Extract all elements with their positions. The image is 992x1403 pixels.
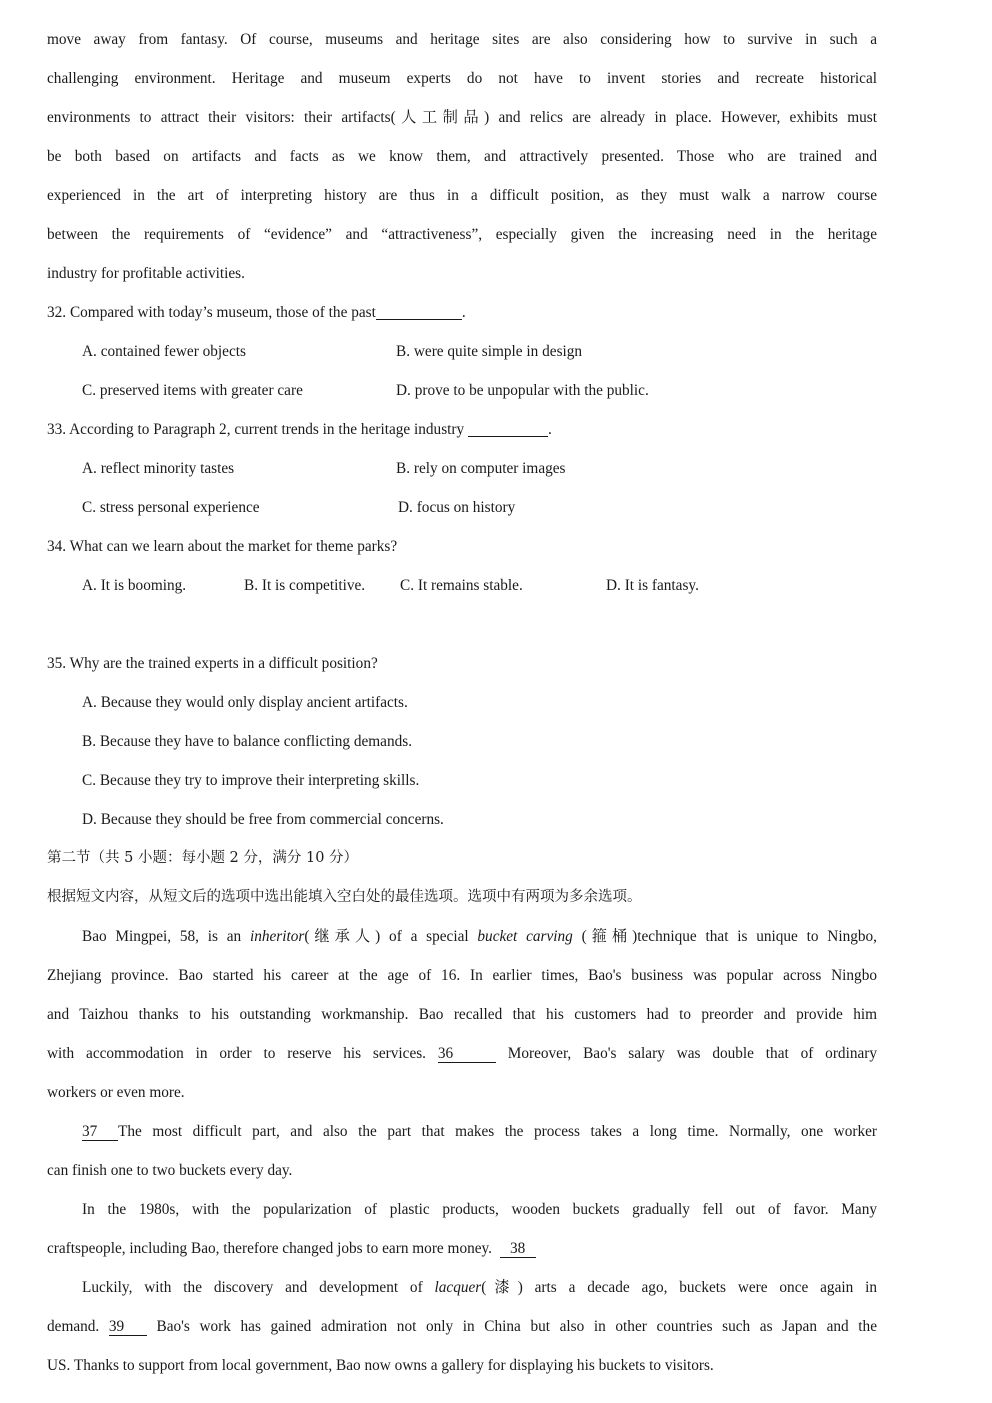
p2-line-2: can finish one to two buckets every day.	[47, 1162, 293, 1179]
option-c[interactable]: C. preserved items with greater care	[82, 382, 303, 399]
p2-line-1	[47, 1112, 877, 1151]
question-34-stem: 34. What can we learn about the market for theme parks?	[47, 538, 398, 555]
question-33-stem: 33. According to Paragraph 2, current trends in the heritage industry .	[47, 421, 552, 438]
option-d[interactable]: D. prove to be unpopular with the public.	[396, 382, 649, 399]
question-33-options-row-1	[47, 449, 877, 488]
question-33-options-row-2	[47, 488, 877, 527]
option-b[interactable]: B. were quite simple in design	[396, 343, 583, 360]
option-b[interactable]: B. rely on computer images	[396, 460, 566, 477]
section-instruction: 根据短文内容，从短文后的选项中选出能填入空白处的最佳选项。选项中有两项为多余选项。	[47, 889, 642, 905]
answer-blank	[468, 419, 548, 437]
passage-line: move away from fantasy. Of course, museums and heritage sites are also considering how to survive in such a	[47, 31, 877, 48]
spacer	[47, 605, 877, 644]
p4-line-1	[47, 1268, 877, 1307]
text: Bao Mingpei, 58, is an	[82, 928, 250, 945]
option-d[interactable]: D. focus on history	[398, 499, 516, 516]
answer-blank	[376, 302, 462, 320]
question-32-options-row-2	[47, 371, 877, 410]
p3-line-2	[47, 1229, 877, 1268]
p3-line-1: In the 1980s, with the popularization of plastic products, wooden buckets gradually fell out of favor. Many	[82, 1201, 877, 1218]
exam-page	[47, 20, 877, 1385]
option-b[interactable]: B. Because they have to balance conflicting demands.	[82, 733, 413, 750]
text: with accommodation in order to reserve his services.	[47, 1045, 427, 1062]
blank-36[interactable]: 36	[438, 1045, 496, 1063]
passage-line: be both based on artifacts and facts as we know them, and attractively presented. Those who are trained and	[47, 148, 877, 165]
text: (漆) arts a decade ago, buckets were once again in	[481, 1279, 877, 1296]
option-c[interactable]: C. stress personal experience	[82, 499, 260, 516]
question-34-options-row	[47, 566, 877, 605]
blank-37[interactable]: 37	[82, 1123, 118, 1141]
option-b[interactable]: B. It is competitive.	[244, 577, 366, 594]
option-c[interactable]: C. It remains stable.	[400, 577, 523, 594]
text: Bao's work has gained admiration not only in China but also in other countries such as Japan and the	[156, 1318, 877, 1335]
section-heading: 第二节（共 5 小题：每小题 2 分，满分 10 分）	[47, 850, 359, 866]
p1-line-3: and Taizhou thanks to his outstanding workmanship. Bao recalled that his customers had to preorder and provide him	[47, 1006, 877, 1023]
option-a[interactable]: A. reflect minority tastes	[82, 460, 235, 477]
passage-line: industry for profitable activities.	[47, 265, 245, 282]
passage-line: environments to attract their visitors: their artifacts(人工制品) and relics are already in place. However, exhibits must	[47, 109, 877, 126]
passage-line: challenging environment. Heritage and museum experts do not have to invent stories and recreate historical	[47, 70, 877, 87]
text: Luckily, with the discovery and development of	[82, 1279, 435, 1296]
question-35-stem: 35. Why are the trained experts in a difficult position?	[47, 655, 378, 672]
p4-line-2	[47, 1307, 877, 1346]
term-inheritor: inheritor	[249, 928, 305, 945]
question-32-stem: 32. Compared with today’s museum, those of the past .	[47, 304, 466, 321]
p1-line-2: Zhejiang province. Bao started his career at the age of 16. In earlier times, Bao's business was popular across Ningbo	[47, 967, 877, 984]
question-text: 33. According to Paragraph 2, current trends in the heritage industry	[47, 421, 465, 438]
text: (箍桶)technique that is unique to Ningbo,	[572, 928, 877, 945]
passage-line: experienced in the art of interpreting history are thus in a difficult position, as they must walk a narrow course	[47, 187, 877, 204]
option-d[interactable]: D. It is fantasy.	[606, 577, 699, 594]
option-d[interactable]: D. Because they should be free from commercial concerns.	[82, 811, 444, 828]
passage-paragraph	[47, 20, 877, 293]
p1-line-1	[47, 917, 877, 956]
question-32-options-row-1	[47, 332, 877, 371]
p1-line-4	[47, 1034, 877, 1073]
p1-line-5: workers or even more.	[47, 1084, 185, 1101]
text: demand.	[47, 1318, 100, 1335]
text: (继承人) of a special	[304, 928, 478, 945]
option-c[interactable]: C. Because they try to improve their interpreting skills.	[82, 772, 420, 789]
text: Moreover, Bao's salary was double that of ordinary	[507, 1045, 877, 1062]
blank-39[interactable]: 39	[109, 1318, 147, 1336]
text: The most difficult part, and also the part that makes the process takes a long time. Normally, one worker	[118, 1123, 877, 1140]
option-a[interactable]: A. It is booming.	[82, 577, 187, 594]
question-text: 32. Compared with today’s museum, those of the past	[47, 304, 376, 321]
term-lacquer: lacquer	[434, 1279, 482, 1296]
blank-38[interactable]: 38	[500, 1240, 536, 1258]
p4-line-3: US. Thanks to support from local government, Bao now owns a gallery for displaying his buckets to visitors.	[47, 1357, 714, 1374]
term-bucket-carving: bucket carving	[477, 928, 573, 945]
option-a[interactable]: A. Because they would only display ancient artifacts.	[82, 694, 408, 711]
text: craftspeople, including Bao, therefore changed jobs to earn more money.	[47, 1240, 493, 1257]
passage-line: between the requirements of “evidence” and “attractiveness”, especially given the increasing need in the heritage	[47, 226, 877, 243]
option-a[interactable]: A. contained fewer objects	[82, 343, 246, 360]
